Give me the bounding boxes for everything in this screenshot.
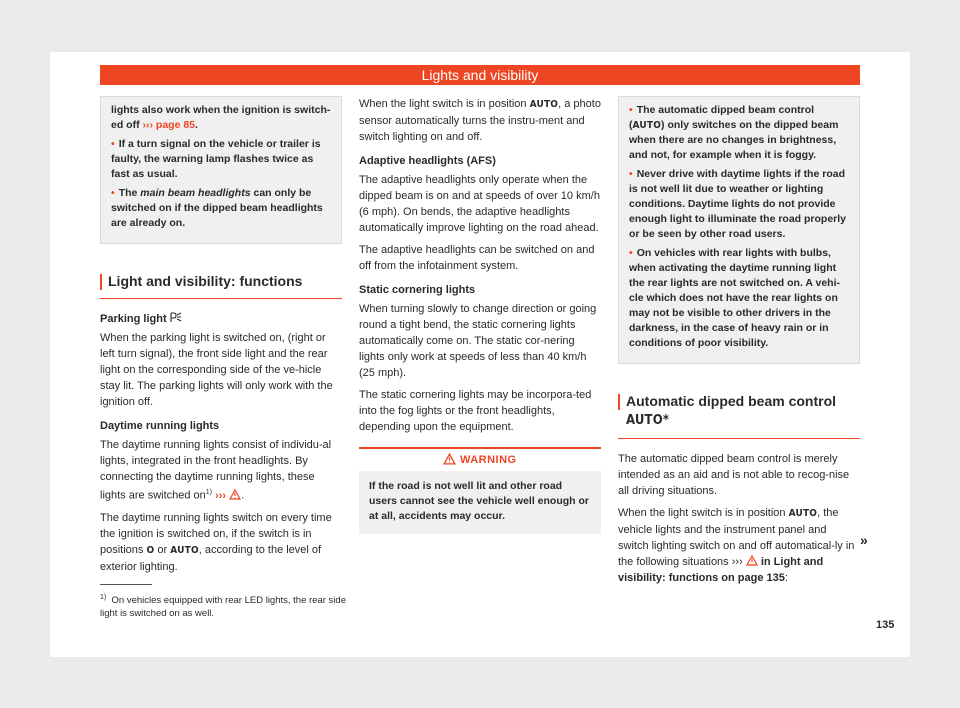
auto-situations-text: When the light switch is in position AUTO, the vehicle lights and the instrument panel and switch lighting switch on and off automatical-ly in the following situations ››› in Light and visibility: functions on page 135: <box>618 507 855 585</box>
warning-text: If the road is not well lit and other road users cannot see the vehicle well enough or at all, accidents may occur. <box>369 480 589 522</box>
section-header: Lights and visibility <box>100 65 860 85</box>
daytime-text-2: The daytime running lights switch on every time the ignition is switched on, if the switch is in positions O or AUTO, according to the level of exterior lighting. <box>100 511 332 573</box>
auto-heading-label: AUTO* <box>626 413 670 429</box>
subheading-afs: Adaptive headlights (AFS) <box>359 155 496 167</box>
parking-light-text: When the parking light is switched on, (right or left turn signal), the front side light and the rear light on the corresponding side of the ve-hicle stay lit. The parking lights will only work with the ignition off. <box>100 332 333 409</box>
note-paragraph: lights also work when the ignition is switch-ed off ››› page 85. <box>111 104 331 131</box>
warning-triangle-icon <box>746 555 758 566</box>
note-bullet: • On vehicles with rear lights with bulbs, when activating the daytime running light the rear lights are not switched on. A vehi-cle which does not have the rear lights on may not be visible to other drivers in the darkness, in the case of heavy rain or in conditions of poor visibility. <box>629 247 841 349</box>
parking-light-icon <box>170 312 182 323</box>
note-bullet: • If a turn signal on the vehicle or trailer is faulty, the warning lamp flashes twice as fast as usual. <box>111 138 321 180</box>
static-text-1: When turning slowly to change direction or going round a tight bend, the static cornering lights automatically come on. The static cor-nering lights only work at speeds of less than 40 km/h (25 mph). <box>359 303 597 379</box>
auto-label: AUTO <box>788 508 818 520</box>
bullet-icon: • <box>111 187 115 199</box>
bullet-icon: • <box>629 104 633 116</box>
footnote: $^{1)}$ On vehicles equipped with rear LED lights, the rear side light is switched on as well. <box>100 594 346 620</box>
auto-intro-text: The automatic dipped beam control is merely intended as an aid and is not able to recog-nise all driving situations. <box>618 453 850 498</box>
note-bullet: • The main beam headlights can only be switched on if the dipped beam headlights are already on. <box>111 187 323 229</box>
note-box <box>100 96 342 244</box>
warning-triangle-icon <box>229 489 241 500</box>
warning-ref-link[interactable]: ››› <box>212 490 241 502</box>
footnote-divider <box>100 584 152 585</box>
continue-marker: » <box>860 532 868 548</box>
afs-text-1: The adaptive headlights only operate when the dipped beam is on and at speeds of over 10 km/h (6 mph). On bends, the adaptive headlights automatically improve lighting on the road ahead. <box>359 174 600 234</box>
section-heading: Automatic dipped beam control AUTO* <box>618 392 860 439</box>
note-bullet: • Never drive with daytime lights if the road is not well lit due to weather or lighting conditions. Daytime lights do not provide enough light to illuminate the road properly or be seen by other road users. <box>629 168 847 240</box>
static-text-2: The static cornering lights may be incorpora-ted into the fog lights or the front headlights, depending upon the equipment. <box>359 389 592 433</box>
column-1 <box>100 96 342 581</box>
page-link[interactable]: ››› page 85 <box>142 119 196 131</box>
warning-triangle-icon <box>443 453 456 465</box>
subheading-static-cornering: Static cornering lights <box>359 284 476 296</box>
warning-title: WARNING <box>359 449 601 471</box>
auto-label: AUTO <box>170 544 199 556</box>
auto-label: AUTO <box>632 120 662 131</box>
note-bullet: • The automatic dipped beam control (AUTO) only switches on the dipped beam when there are no changes in brightness, and not, for example when it is foggy. <box>629 104 839 161</box>
warning-box <box>359 447 601 534</box>
afs-text-2: The adaptive headlights can be switched on and off from the infotainment system. <box>359 244 595 272</box>
subheading-daytime: Daytime running lights <box>100 420 220 433</box>
bullet-icon: • <box>629 168 633 180</box>
auto-label: AUTO <box>529 99 559 110</box>
bullet-icon: • <box>629 247 633 259</box>
column-3 <box>618 96 860 592</box>
column-2 <box>359 96 601 534</box>
position-o-label: O <box>146 544 155 556</box>
bullet-icon: • <box>111 138 115 150</box>
warning-note-box <box>618 96 860 364</box>
footnote-ref: 1) <box>205 489 213 497</box>
subheading-parking-light: Parking light <box>100 311 342 327</box>
daytime-text-1: The daytime running lights consist of individu-al lights, integrated in the front headlights. By connecting the daytime running lights, these lights are switched $on^{1)}$ ››› . <box>100 439 332 502</box>
section-heading: Light and visibility: functions <box>100 272 342 299</box>
page-number: 135 <box>876 619 895 631</box>
auto-paragraph: When the light switch is in position AUTO, a photo sensor automatically turns the instru-ment and switch lighting on and off. <box>359 98 601 143</box>
functions-page-link[interactable]: in Light and visibility: functions on page 135 <box>618 556 824 585</box>
